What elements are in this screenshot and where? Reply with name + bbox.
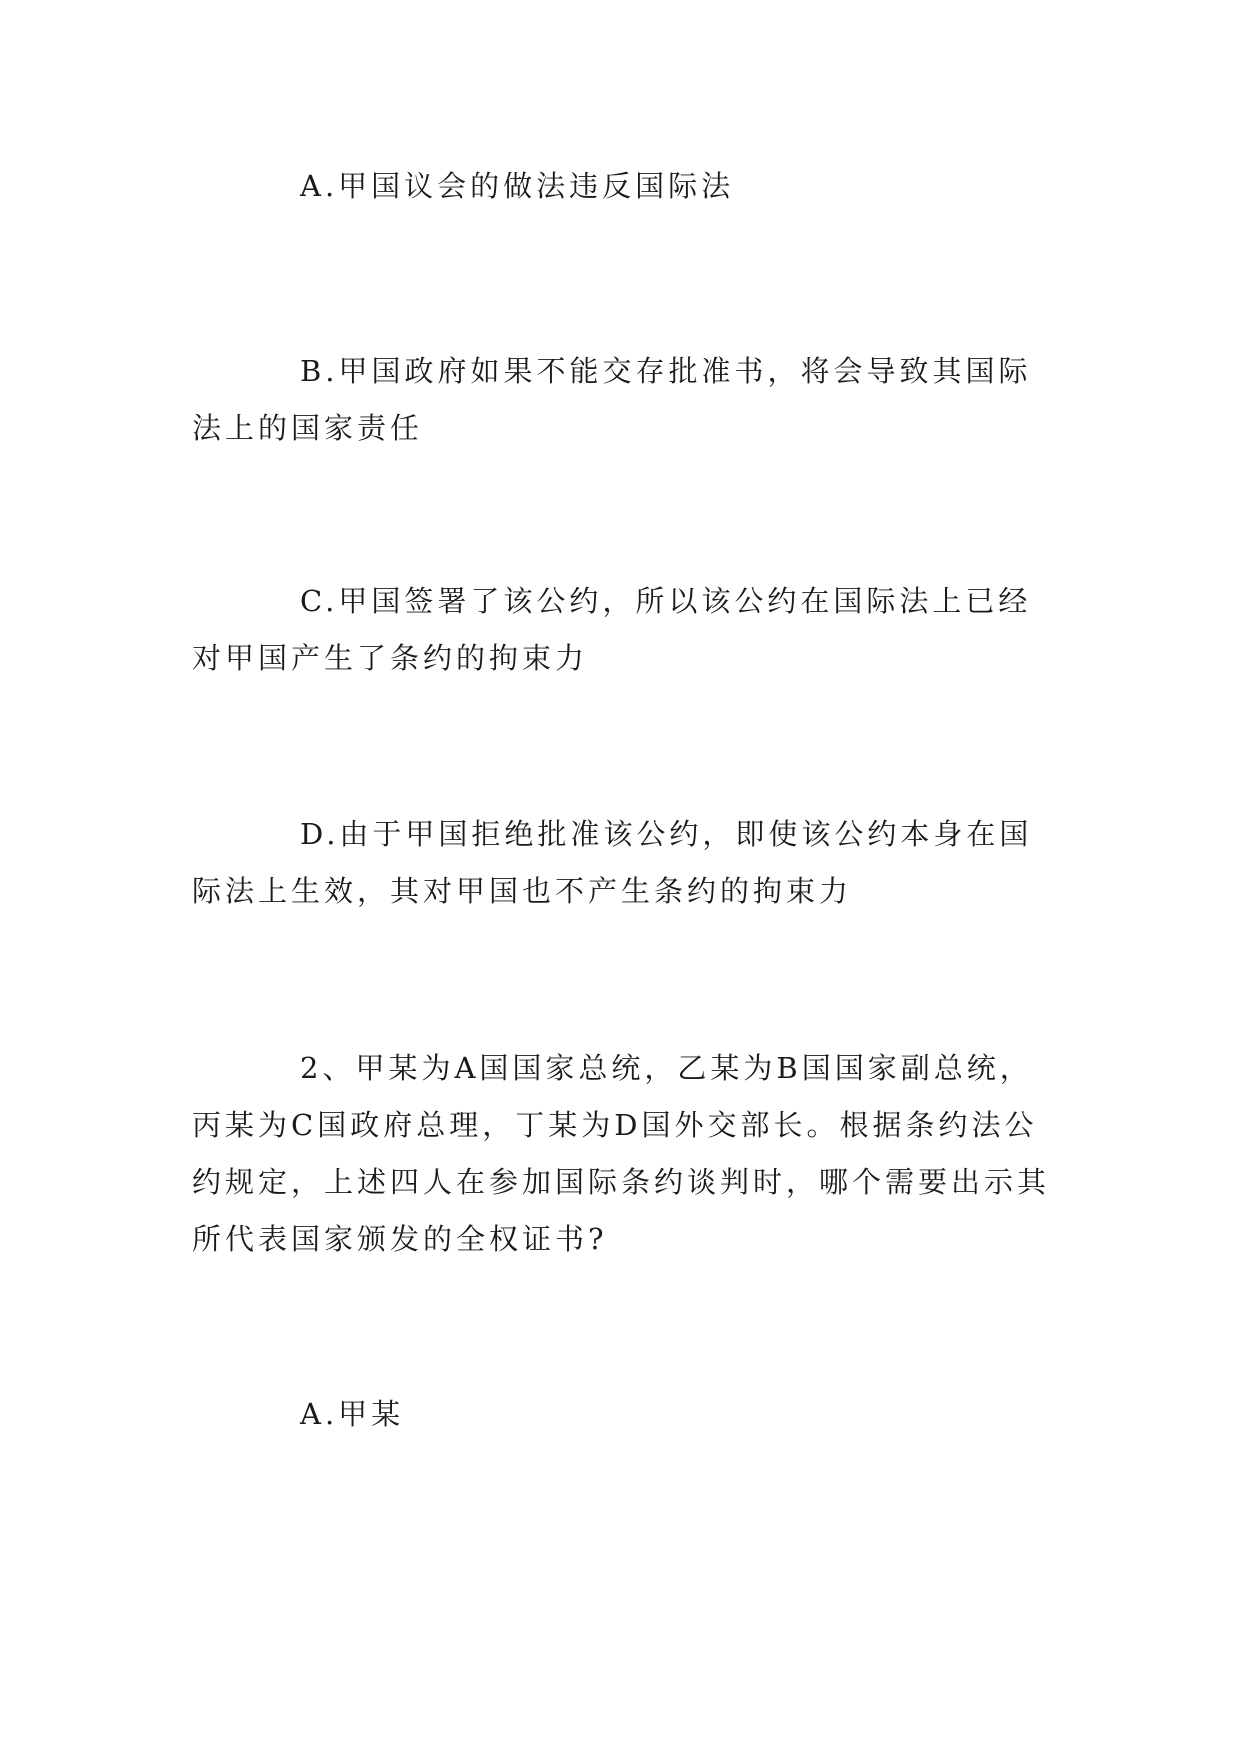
answer-option-d-q1: D.由于甲国拒绝批准该公约，即使该公约本身在国际法上生效，其对甲国也不产生条约的拘束力 [192, 817, 1033, 908]
answer-option-c-q1: C.甲国签署了该公约，所以该公约在国际法上已经对甲国产生了条约的拘束力 [192, 584, 1032, 675]
answer-option-a-q1: A.甲国议会的做法违反国际法 [300, 169, 735, 203]
question-2: 2、甲某为A国国家总统，乙某为B国国家副总统，丙某为C国政府总理，丁某为D国外交部长。根据条约法公约规定，上述四人在参加国际条约谈判时，哪个需要出示其所代表国家颁发的全权证书? [192, 1051, 1051, 1256]
answer-option-a-q2: A.甲某 [300, 1397, 405, 1431]
answer-option-b-q1: B.甲国政府如果不能交存批准书，将会导致其国际法上的国家责任 [192, 354, 1032, 445]
